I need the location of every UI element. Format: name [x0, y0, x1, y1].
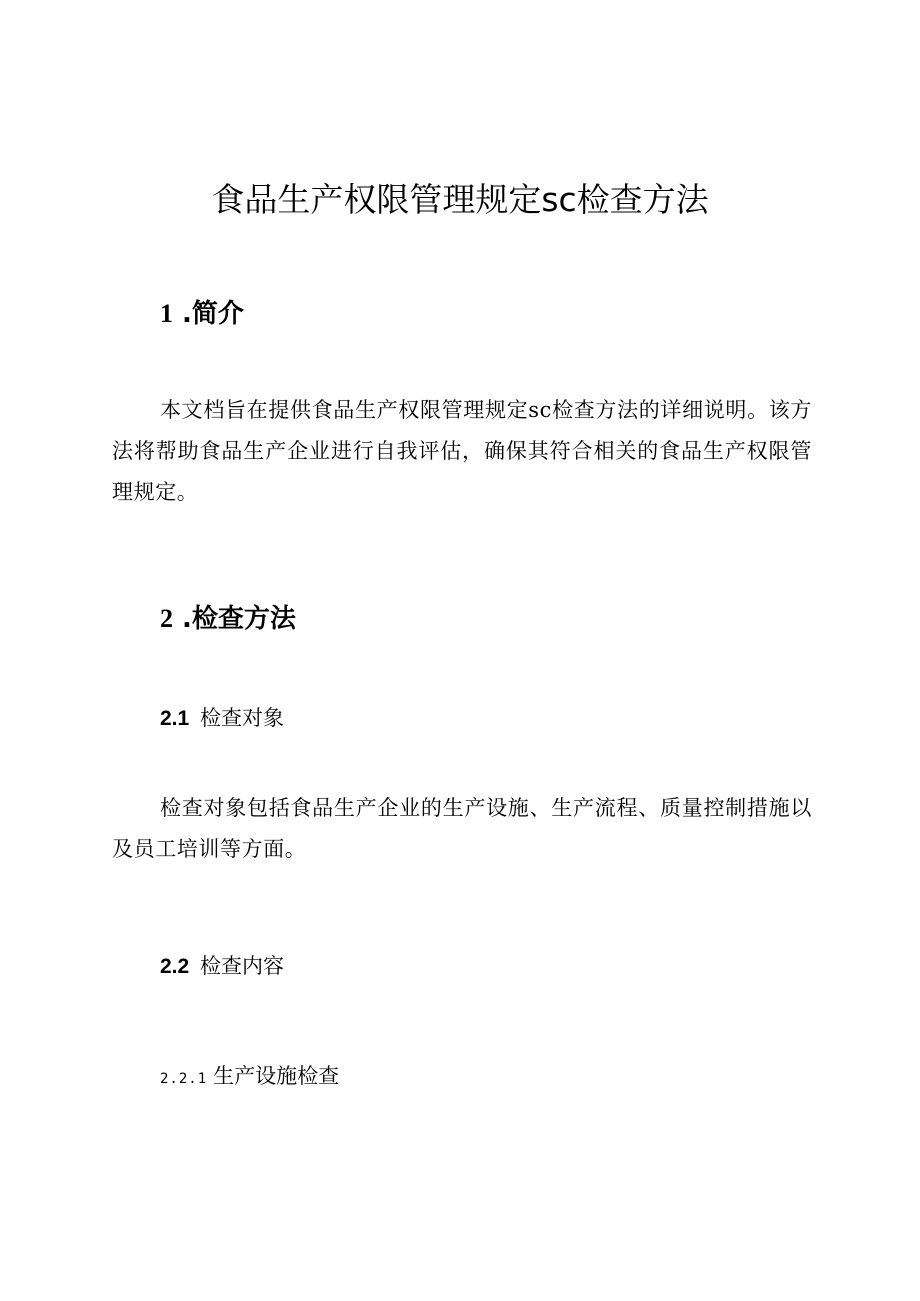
- subsection-number: 2.2: [160, 955, 190, 978]
- section-heading-methods: [160, 602, 296, 636]
- subsection-title: 检查内容: [200, 954, 284, 978]
- subsection-number: 2.1: [160, 707, 190, 730]
- section-heading-intro: [160, 297, 244, 331]
- subsection-heading-objects: [160, 703, 284, 734]
- document-title: 食品生产权限管理规定sc检查方法: [211, 180, 709, 219]
- section-title: .简介: [182, 299, 244, 329]
- intro-paragraph: 本文档旨在提供食品生产权限管理规定sc检查方法的详细说明。该方法将帮助食品生产企业进行自我评估，确保其符合相关的食品生产权限管理规定。: [112, 398, 812, 504]
- subsubsection-heading-facilities: [160, 1061, 339, 1094]
- subsubsection-title: 生产设施检查: [213, 1064, 340, 1088]
- section-title: .检查方法: [182, 604, 296, 634]
- subsection-heading-content: [160, 951, 284, 982]
- section-number: 2: [160, 604, 173, 633]
- subsubsection-number: 2.2.1: [160, 1071, 208, 1087]
- objects-paragraph: 检查对象包括食品生产企业的生产设施、生产流程、质量控制措施以及员工培训等方面。: [112, 796, 812, 861]
- section-number: 1: [160, 299, 173, 328]
- subsection-title: 检查对象: [200, 706, 284, 730]
